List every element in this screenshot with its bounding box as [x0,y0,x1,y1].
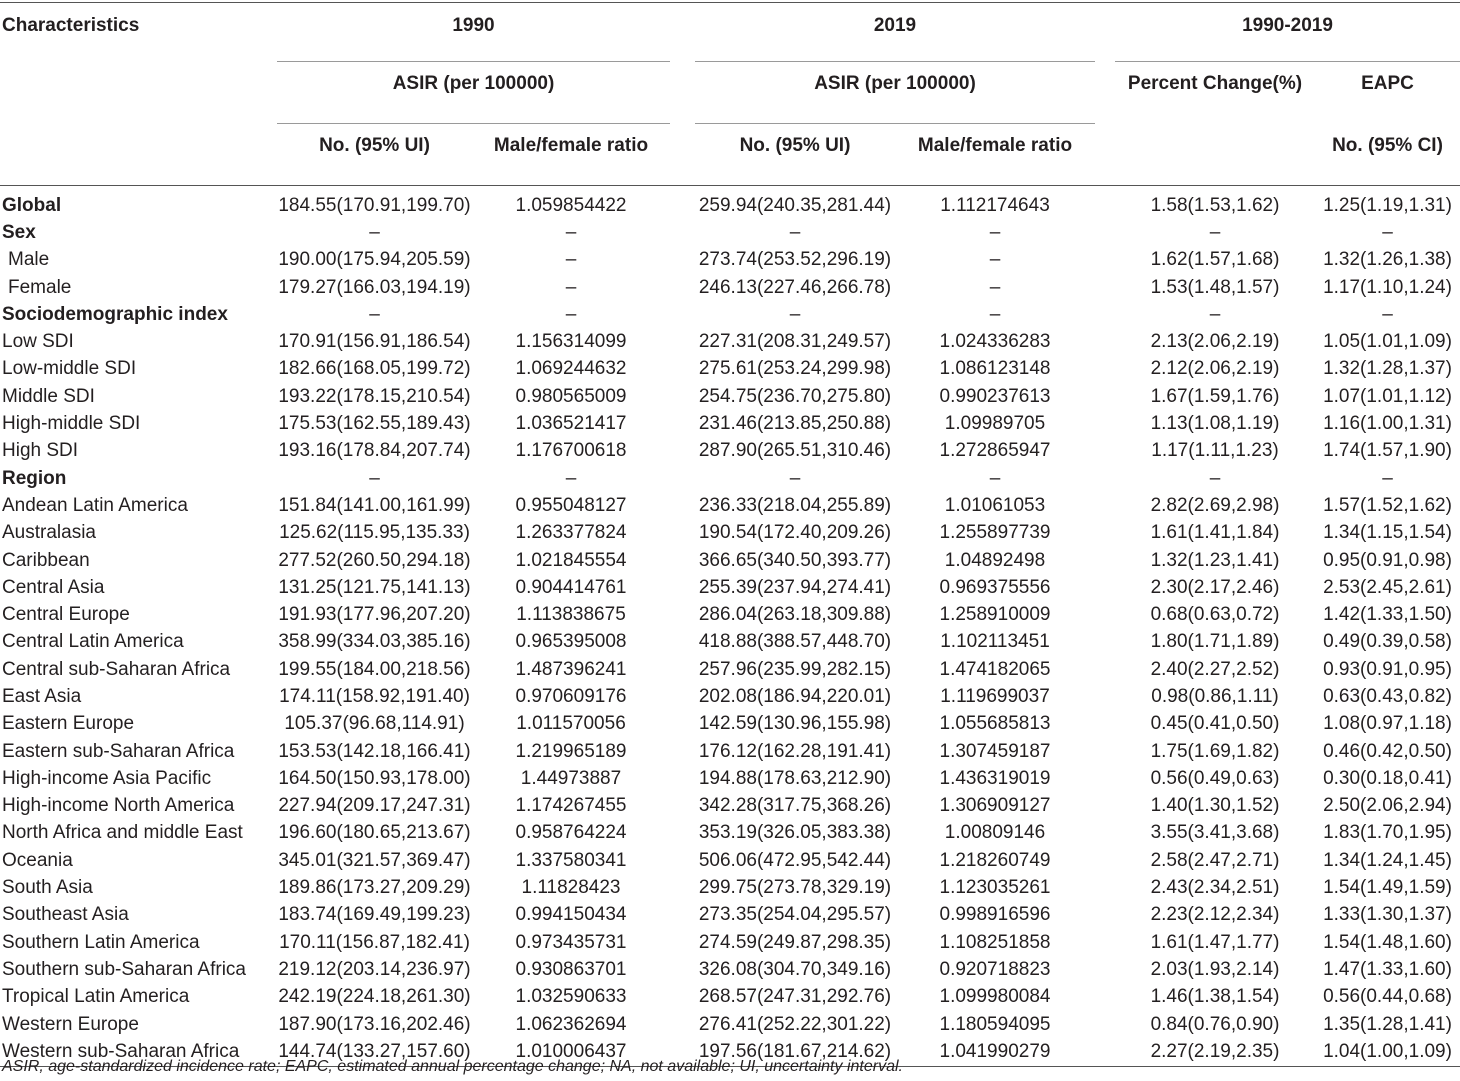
header-ratio-2019: Male/female ratio [895,123,1095,186]
row-label: High-income Asia Pacific [2,767,212,789]
table-row [0,984,1460,1011]
table-row [0,219,1460,246]
row-label: High-middle SDI [2,413,141,435]
cell-1990-no: 219.12(203.14,236.97) [278,958,471,980]
table-row [0,492,1460,519]
cell-2019-no: 197.56(181.67,214.62) [698,1040,892,1062]
cell-1990-ratio: 1.44973887 [520,767,622,789]
table-row [0,929,1460,956]
cell-eapc: 0.46(0.42,0.50) [1323,740,1452,762]
table-row [0,328,1460,355]
cell-2019-ratio: 1.102113451 [940,631,1050,653]
cell-percent-change: 1.67(1.59,1.76) [1150,385,1280,407]
cell-1990-ratio: 1.263377824 [515,522,627,544]
cell-2019-ratio: 1.055685813 [939,713,1051,735]
table-row [0,629,1460,656]
cell-1990-no: 242.19(224.18,261.30) [278,986,471,1008]
row-label: Global [2,194,62,216]
cell-1990-no: – [369,467,380,489]
cell-1990-ratio: 1.174267455 [515,795,627,817]
cell-eapc: 1.32(1.26,1.38) [1323,249,1452,271]
table-row [0,902,1460,929]
cell-1990-no: 179.27(166.03,194.19) [278,276,471,298]
row-label: Western Europe [2,1013,139,1035]
table-row [0,874,1460,901]
cell-eapc: 1.17(1.10,1.24) [1323,276,1452,298]
cell-1990-ratio: 1.032590633 [515,986,627,1008]
row-label: Southern Latin America [2,931,200,953]
cell-1990-no: 183.74(169.49,199.23) [278,904,471,926]
cell-2019-no: 274.59(249.87,298.35) [698,931,892,953]
cell-percent-change: 0.98(0.86,1.11) [1151,685,1279,707]
cell-eapc: 0.49(0.39,0.58) [1323,631,1452,653]
row-label: Sex [2,221,36,243]
row-label: Sociodemographic index [2,303,228,325]
cell-eapc: 1.34(1.24,1.45) [1323,849,1452,871]
table-row [0,738,1460,765]
row-label: Low SDI [2,331,74,353]
row-label: Australasia [2,522,96,544]
cell-percent-change: 2.03(1.93,2.14) [1150,958,1280,980]
cell-1990-no: 125.62(115.95,135.33) [279,522,470,544]
cell-eapc: – [1382,221,1393,243]
cell-2019-ratio: – [989,221,1001,243]
cell-2019-ratio: 1.306909127 [939,795,1051,817]
cell-percent-change: 2.13(2.06,2.19) [1150,331,1280,353]
row-label: Eastern Europe [2,713,135,735]
cell-2019-no: 190.54(172.40,209.26) [698,522,892,544]
cell-1990-no: 105.37(96.68,114.91) [284,713,465,735]
row-label: Eastern sub-Saharan Africa [2,740,235,762]
cell-2019-ratio: 1.218260749 [939,849,1051,871]
table-body [0,186,1460,1067]
table-row [0,656,1460,683]
cell-2019-no: 418.88(388.57,448.70) [698,631,892,653]
cell-percent-change: 0.45(0.41,0.50) [1150,713,1280,735]
table-row [0,410,1460,437]
cell-percent-change: 2.40(2.27,2.52) [1150,658,1280,680]
cell-percent-change: – [1209,221,1221,243]
table-row [0,247,1460,274]
footnote: ASIR, age-standardized incidence rate; EAPC, estimated annual percentage change; NA, not available; UI, uncertainty interval. [2,1058,903,1075]
cell-percent-change: 2.43(2.34,2.51) [1150,877,1280,899]
row-label: Oceania [2,849,73,871]
row-label: Low-middle SDI [2,358,137,380]
header-year-2019: 2019 [873,15,917,36]
cell-percent-change: 2.30(2.17,2.46) [1150,576,1280,598]
cell-2019-no: 246.13(227.46,266.78) [698,276,892,298]
row-label: Central sub-Saharan Africa [2,658,231,680]
cell-1990-no: 191.93(177.96,207.20) [278,604,471,626]
cell-eapc: 0.30(0.18,0.41) [1323,767,1452,789]
cell-1990-no: 345.01(321.57,369.47) [278,849,471,871]
cell-1990-no: 182.66(168.05,199.72) [278,358,471,380]
cell-2019-ratio: 0.969375556 [939,576,1051,598]
cell-1990-ratio: 0.958764224 [515,822,627,844]
cell-1990-no: 151.84(141.00,161.99) [278,494,471,516]
cell-percent-change: 1.46(1.38,1.54) [1150,986,1280,1008]
cell-eapc: 1.42(1.33,1.50) [1323,604,1452,626]
cell-percent-change: 1.13(1.08,1.19) [1150,413,1280,435]
header-row-1 [0,3,1460,61]
header-ratio-1990: Male/female ratio [472,123,670,186]
row-label: Caribbean [2,549,90,571]
cell-2019-no: 273.74(253.52,296.19) [698,249,892,271]
cell-1990-no: 190.00(175.94,205.59) [278,249,471,271]
cell-2019-ratio: 1.086123148 [939,358,1051,380]
cell-1990-no: 227.94(209.17,247.31) [278,795,471,817]
cell-2019-no: 142.59(130.96,155.98) [698,713,892,735]
cell-1990-no: 196.60(180.65,213.67) [278,822,471,844]
row-label: South Asia [2,877,93,899]
cell-eapc: 2.53(2.45,2.61) [1323,576,1452,598]
cell-percent-change: 1.53(1.48,1.57) [1150,276,1280,298]
cell-1990-ratio: 0.994150434 [515,904,627,926]
table-row [0,711,1460,738]
cell-2019-no: 326.08(304.70,349.16) [698,958,892,980]
cell-1990-ratio: 1.036521417 [515,413,627,435]
cell-1990-ratio: – [565,467,577,489]
cell-2019-no: 268.57(247.31,292.76) [698,986,892,1008]
table-row [0,465,1460,492]
table-row [0,547,1460,574]
cell-2019-ratio: – [989,467,1001,489]
table-row [0,1011,1460,1038]
table-row [0,601,1460,628]
cell-1990-ratio: 1.021845554 [515,549,627,571]
cell-percent-change: – [1209,303,1221,325]
cell-2019-ratio: 1.099980084 [939,986,1051,1008]
cell-2019-no: 276.41(252.22,301.22) [698,1013,892,1035]
row-label: Female [8,276,72,298]
cell-percent-change: 2.27(2.19,2.35) [1150,1040,1280,1062]
header-no-ui-2019: No. (95% UI) [695,123,895,186]
cell-percent-change: 2.12(2.06,2.19) [1150,358,1280,380]
cell-eapc: 2.50(2.06,2.94) [1323,795,1452,817]
cell-2019-ratio: 1.436319019 [939,767,1051,789]
cell-1990-no: 184.55(170.91,199.70) [278,194,471,216]
cell-1990-ratio: 1.219965189 [515,740,627,762]
cell-2019-ratio: 1.01061053 [944,494,1046,516]
row-label: North Africa and middle East [2,822,243,844]
cell-1990-ratio: 1.113838675 [516,604,626,626]
cell-1990-ratio: 1.059854422 [515,194,627,216]
cell-2019-ratio: – [989,276,1001,298]
cell-1990-no: 277.52(260.50,294.18) [278,549,471,571]
cell-2019-no: 273.35(254.04,295.57) [698,904,892,926]
cell-2019-no: 366.65(340.50,393.77) [698,549,892,571]
cell-1990-no: – [369,303,380,325]
cell-1990-ratio: 0.955048127 [515,494,627,516]
cell-percent-change: 2.58(2.47,2.71) [1150,849,1280,871]
row-label: Southeast Asia [2,904,129,926]
cell-2019-ratio: 0.920718823 [939,958,1051,980]
cell-percent-change: 1.17(1.11,1.23) [1151,440,1279,462]
cell-1990-ratio: – [565,249,577,271]
row-label: Region [2,467,67,489]
cell-2019-ratio: 0.998916596 [939,904,1051,926]
header-year-1990: 1990 [452,15,495,36]
cell-1990-no: 153.53(142.18,166.41) [278,740,471,762]
row-label: Middle SDI [2,385,95,407]
cell-1990-no: 193.22(178.15,210.54) [278,385,471,407]
cell-2019-no: 202.08(186.94,220.01) [698,685,892,707]
cell-percent-change: 0.68(0.63,0.72) [1150,604,1280,626]
table-row [0,383,1460,410]
cell-2019-no: 236.33(218.04,255.89) [698,494,892,516]
header-percent-change: Percent Change(%) [1115,61,1315,123]
cell-2019-ratio: 1.112174643 [940,194,1050,216]
cell-2019-ratio: 1.119699037 [940,685,1050,707]
cell-percent-change: 0.56(0.49,0.63) [1150,767,1280,789]
cell-2019-no: 353.19(326.05,383.38) [698,822,892,844]
cell-eapc: 1.34(1.15,1.54) [1323,522,1452,544]
cell-2019-ratio: 1.00809146 [944,822,1046,844]
cell-1990-no: 131.25(121.75,141.13) [278,576,471,598]
header-no-ui-1990: No. (95% UI) [277,123,472,186]
cell-eapc: 1.54(1.48,1.60) [1323,931,1452,953]
row-label: High SDI [2,440,79,462]
cell-percent-change: 2.23(2.12,2.34) [1150,904,1280,926]
cell-1990-no: 189.86(173.27,209.29) [278,877,471,899]
cell-1990-ratio: 0.965395008 [515,631,627,653]
cell-2019-no: 287.90(265.51,310.46) [698,440,892,462]
cell-1990-ratio: – [565,221,577,243]
cell-1990-ratio: 1.337580341 [515,849,627,871]
cell-2019-ratio: 1.272865947 [939,440,1051,462]
cell-2019-no: 259.94(240.35,281.44) [698,194,892,216]
cell-percent-change: 1.61(1.47,1.77) [1150,931,1280,953]
header-row-3 [0,123,1460,186]
cell-2019-ratio: 1.474182065 [939,658,1051,680]
cell-2019-ratio: – [989,249,1001,271]
cell-eapc: 1.74(1.57,1.90) [1323,440,1452,462]
cell-2019-no: – [789,221,801,243]
row-label: Central Asia [2,576,105,598]
cell-1990-ratio: 0.973435731 [515,931,627,953]
cell-eapc: 1.33(1.30,1.37) [1323,904,1452,926]
row-label: Central Latin America [2,631,184,653]
cell-1990-no: 187.90(173.16,202.46) [278,1013,471,1035]
table-row [0,520,1460,547]
cell-1990-ratio: 0.930863701 [515,958,627,980]
table-row [0,956,1460,983]
row-label: Southern sub-Saharan Africa [2,958,246,980]
cell-percent-change: 1.58(1.53,1.62) [1150,194,1280,216]
cell-2019-no: 286.04(263.18,309.88) [698,604,892,626]
cell-eapc: 1.32(1.28,1.37) [1323,358,1452,380]
cell-1990-no: 358.99(334.03,385.16) [278,631,471,653]
cell-2019-ratio: 1.024336283 [939,331,1051,353]
cell-2019-ratio: 1.307459187 [939,740,1051,762]
cell-1990-no: – [369,221,380,243]
cell-1990-ratio: 1.487396241 [515,658,627,680]
cell-eapc: – [1382,303,1393,325]
cell-2019-ratio: 1.180594095 [939,1013,1051,1035]
header-no-ci: No. (95% CI) [1315,123,1460,186]
table-row [0,847,1460,874]
table-row [0,683,1460,710]
cell-1990-no: 170.91(156.91,186.54) [278,331,471,353]
table-row [0,765,1460,792]
cell-2019-ratio: 0.990237613 [939,385,1051,407]
cell-2019-ratio: 1.123035261 [939,877,1051,899]
cell-2019-no: 194.88(178.63,212.90) [698,767,892,789]
cell-eapc: 1.54(1.49,1.59) [1323,877,1452,899]
cell-2019-no: 299.75(273.78,329.19) [698,877,892,899]
table-row [0,820,1460,847]
cell-1990-ratio: 0.970609176 [515,685,627,707]
cell-eapc: 1.57(1.52,1.62) [1323,494,1452,516]
cell-2019-no: 275.61(253.24,299.98) [698,358,892,380]
cell-2019-no: 342.28(317.75,368.26) [698,795,892,817]
cell-eapc: 1.07(1.01,1.12) [1323,385,1452,407]
cell-1990-ratio: 1.069244632 [515,358,627,380]
cell-1990-ratio: 1.11828423 [521,877,621,899]
cell-1990-ratio: 1.156314099 [515,331,627,353]
cell-2019-no: 231.46(213.85,250.88) [698,413,892,435]
cell-eapc: 1.47(1.33,1.60) [1323,958,1452,980]
cell-2019-ratio: 1.041990279 [939,1040,1051,1062]
cell-eapc: 0.93(0.91,0.95) [1323,658,1452,680]
header-range: 1990-2019 [1242,15,1333,36]
table-row [0,274,1460,301]
header-characteristics: Characteristics [2,15,140,36]
cell-1990-ratio: – [565,276,577,298]
cell-eapc: 0.95(0.91,0.98) [1323,549,1452,571]
cell-eapc: 1.04(1.00,1.09) [1323,1040,1452,1062]
cell-percent-change: 1.75(1.69,1.82) [1150,740,1280,762]
cell-eapc: 0.63(0.43,0.82) [1323,685,1452,707]
table-row [0,301,1460,328]
cell-2019-no: 254.75(236.70,275.80) [698,385,892,407]
cell-eapc: 1.25(1.19,1.31) [1323,194,1452,216]
row-label: High-income North America [2,795,235,817]
cell-2019-ratio: 1.255897739 [939,522,1051,544]
table-row [0,574,1460,601]
cell-percent-change: 1.62(1.57,1.68) [1150,249,1280,271]
cell-2019-no: 255.39(237.94,274.41) [698,576,892,598]
table-row [0,356,1460,383]
cell-1990-ratio: – [565,303,577,325]
header-eapc: EAPC [1315,61,1460,123]
cell-percent-change: 2.82(2.69,2.98) [1150,494,1280,516]
cell-1990-no: 170.11(156.87,182.41) [279,931,470,953]
cell-percent-change: 3.55(3.41,3.68) [1150,822,1280,844]
cell-percent-change: – [1209,467,1221,489]
cell-1990-ratio: 1.011570056 [516,713,626,735]
cell-1990-ratio: 1.062362694 [515,1013,627,1035]
header-asir-2019: ASIR (per 100000) [695,61,1095,123]
cell-1990-ratio: 1.010006437 [515,1040,627,1062]
cell-2019-no: 227.31(208.31,249.57) [698,331,892,353]
cell-1990-ratio: 0.980565009 [515,385,627,407]
cell-2019-ratio: 1.09989705 [944,413,1046,435]
cell-1990-no: 193.16(178.84,207.74) [278,440,471,462]
cell-eapc: 1.16(1.00,1.31) [1323,413,1452,435]
cell-2019-no: 176.12(162.28,191.41) [698,740,892,762]
cell-2019-ratio: – [989,303,1001,325]
cell-2019-ratio: 1.258910009 [939,604,1051,626]
row-label: East Asia [2,685,82,707]
table-row [0,438,1460,465]
cell-percent-change: 1.32(1.23,1.41) [1150,549,1280,571]
table-row [0,793,1460,820]
cell-eapc: 1.08(0.97,1.18) [1323,713,1452,735]
cell-eapc: 1.35(1.28,1.41) [1323,1013,1452,1035]
cell-2019-ratio: 1.108251858 [939,931,1051,953]
cell-eapc: – [1382,467,1393,489]
row-label: Central Europe [2,604,130,626]
cell-eapc: 1.05(1.01,1.09) [1323,331,1452,353]
cell-percent-change: 1.80(1.71,1.89) [1150,631,1280,653]
cell-1990-no: 164.50(150.93,178.00) [278,767,471,789]
cell-eapc: 1.83(1.70,1.95) [1323,822,1452,844]
cell-percent-change: 0.84(0.76,0.90) [1150,1013,1280,1035]
cell-eapc: 0.56(0.44,0.68) [1323,986,1452,1008]
row-label: Western sub-Saharan Africa [2,1040,240,1062]
header-row-2 [0,61,1460,123]
cell-1990-no: 175.53(162.55,189.43) [278,413,471,435]
cell-1990-no: 144.74(133.27,157.60) [278,1040,471,1062]
data-table [0,2,1460,1067]
row-label: Andean Latin America [2,494,188,516]
row-label: Tropical Latin America [2,986,190,1008]
cell-1990-ratio: 0.904414761 [515,576,627,598]
cell-1990-ratio: 1.176700618 [515,440,627,462]
cell-1990-no: 199.55(184.00,218.56) [278,658,471,680]
table-row [0,186,1460,220]
cell-percent-change: 1.61(1.41,1.84) [1150,522,1280,544]
cell-1990-no: 174.11(158.92,191.40) [279,685,470,707]
cell-2019-ratio: 1.04892498 [944,549,1046,571]
cell-2019-no: – [789,303,801,325]
cell-2019-no: 506.06(472.95,542.44) [698,849,892,871]
header-asir-1990: ASIR (per 100000) [277,61,670,123]
row-label: Male [8,249,50,271]
cell-2019-no: 257.96(235.99,282.15) [698,658,892,680]
cell-percent-change: 1.40(1.30,1.52) [1150,795,1280,817]
cell-2019-no: – [789,467,801,489]
